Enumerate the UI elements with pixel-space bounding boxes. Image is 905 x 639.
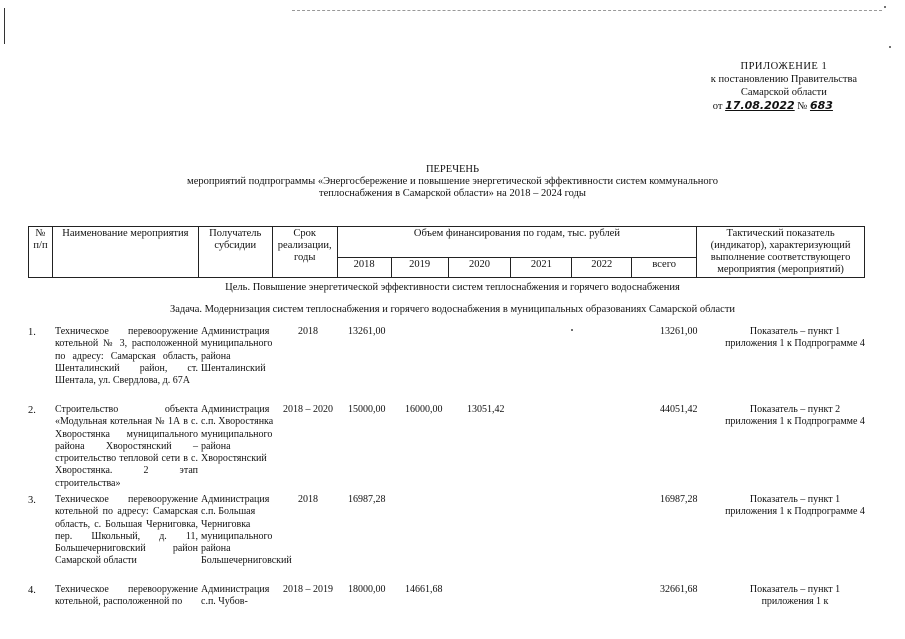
row-name: Техническое перевооружение котельной по адресу: Самарская область, с. Большая Черниговка, пер. Школьный, д. 11, Большечерниговский район Самарской области <box>55 494 198 567</box>
header-recipient: Получатель субсидии <box>198 227 272 278</box>
row-2018: 13261,00 <box>348 326 386 337</box>
row-total: 13261,00 <box>660 326 698 337</box>
scan-speck <box>571 329 573 331</box>
handwritten-number: 683 <box>809 99 833 112</box>
row-name: Техническое перевооружение котельной, расположенной по <box>55 584 198 608</box>
appendix-block <box>711 60 857 113</box>
header-period: Срок реализации, годы <box>272 227 337 278</box>
row-2019: 16000,00 <box>405 404 443 415</box>
row-recipient: Администрация с.п. Большая Черниговка муниципального района Большечерниговский <box>201 494 292 567</box>
scan-edge-mark <box>4 8 5 44</box>
header-year: 2020 <box>448 257 511 277</box>
appendix-title: ПРИЛОЖЕНИЕ 1 <box>740 61 828 72</box>
heading-subtitle-1: мероприятий подпрограммы «Энергосбережение и повышение энергетической эффективности систем коммунального <box>187 176 718 187</box>
row-total: 32661,68 <box>660 584 698 595</box>
row-total: 44051,42 <box>660 404 698 415</box>
header-no: № п/п <box>29 227 53 278</box>
header-funding: Объем финансирования по годам, тыс. рублей <box>337 227 696 258</box>
row-recipient: Администрация с.п. Чубов- <box>201 584 270 608</box>
header-year: 2019 <box>391 257 448 277</box>
heading-subtitle-2: теплоснабжения в Самарской области» на 2018 – 2024 годы <box>319 188 586 199</box>
appendix-line-2: Самарской области <box>740 87 827 98</box>
heading-title: ПЕРЕЧЕНЬ <box>425 164 480 175</box>
row-name: Техническое перевооружение котельной № 3, расположенной по адресу: Самарская область, Шенталинский район, ст. Шентала, ул. Свердлова, д. 67А <box>55 326 198 387</box>
row-indicator: Показатель – пункт 1 приложения 1 к Подпрограмме 4 <box>725 494 865 518</box>
row-indicator: Показатель – пункт 2 приложения 1 к Подпрограмме 4 <box>725 404 865 428</box>
document-heading <box>0 164 905 200</box>
header-year: 2018 <box>337 257 391 277</box>
row-number: 1. <box>28 327 36 338</box>
from-label: от <box>712 101 723 112</box>
scan-speck <box>884 6 886 8</box>
task-line: Задача. Модернизация систем теплоснабжения и горячего водоснабжения в муниципальных образованиях Самарской области <box>169 304 736 315</box>
scan-top-dash <box>292 10 882 11</box>
appendix-line-1: к постановлению Правительства <box>710 74 857 85</box>
appendix-date-line <box>711 99 857 113</box>
row-recipient: Администрация муниципального района Шенталинский <box>201 326 273 374</box>
row-2018: 15000,00 <box>348 404 386 415</box>
row-2018: 18000,00 <box>348 584 386 595</box>
goal-line: Цель. Повышение энергетической эффективности систем теплоснабжения и горячего водоснабжения <box>225 282 680 293</box>
row-recipient: Администрация с.п. Хворостянка муниципального района Хворостянский <box>201 404 274 465</box>
header-indicator: Тактический показатель (индикатор), характеризующий выполнение соответствующего мероприятия (мероприятий) <box>697 227 865 278</box>
header-year: 2021 <box>511 257 572 277</box>
row-name: Строительство объекта «Модульная котельная № 1А в с. Хворостянка муниципального района Хворостянский – строительство тепловой сети в с. Хворостянка. 2 этап строительства» <box>55 404 198 489</box>
row-2018: 16987,28 <box>348 494 386 505</box>
number-label: № <box>797 101 808 112</box>
row-period: 2018 – 2019 <box>283 584 333 595</box>
row-2019: 14661,68 <box>405 584 443 595</box>
row-number: 2. <box>28 405 36 416</box>
handwritten-date: 17.08.2022 <box>725 99 795 112</box>
row-indicator: Показатель – пункт 1 приложения 1 к Подпрограмме 4 <box>725 326 865 350</box>
header-name: Наименование мероприятия <box>52 227 198 278</box>
header-total: всего <box>632 257 697 277</box>
header-year: 2022 <box>572 257 632 277</box>
scan-speck <box>889 46 891 48</box>
row-2020: 13051,42 <box>467 404 505 415</box>
row-number: 4. <box>28 585 36 596</box>
table-header <box>28 226 865 278</box>
row-period: 2018 <box>298 326 318 337</box>
row-indicator: Показатель – пункт 1 приложения 1 к <box>749 584 841 608</box>
row-number: 3. <box>28 495 36 506</box>
row-period: 2018 – 2020 <box>283 404 333 415</box>
row-period: 2018 <box>298 494 318 505</box>
row-total: 16987,28 <box>660 494 698 505</box>
